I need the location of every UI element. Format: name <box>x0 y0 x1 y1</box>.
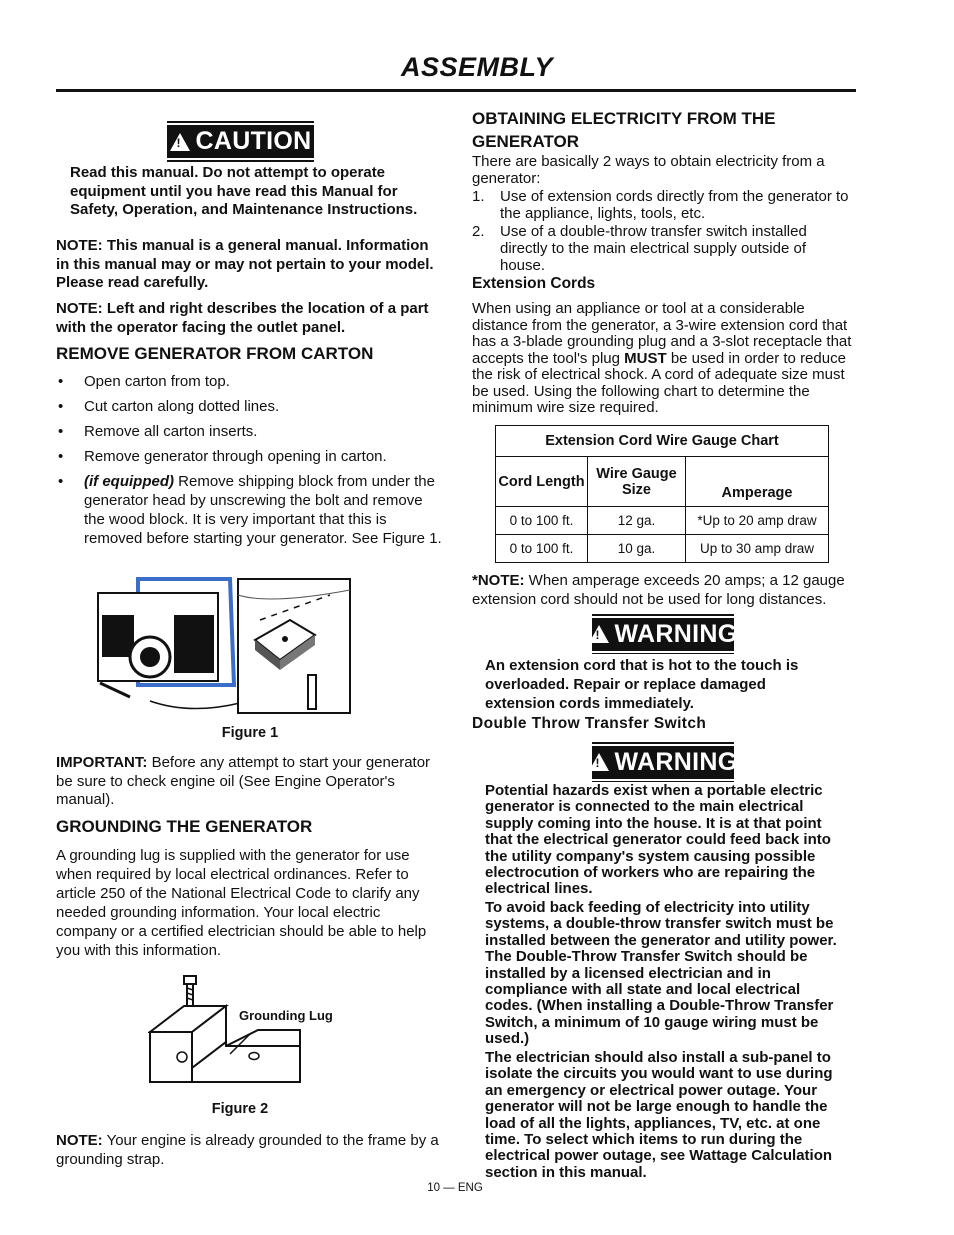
warning-transfer-p3: The electrician should also install a sub-panel to isolate the circuits you would want to use during an emergency or electrical power outage. Your generator will not be large enough to handle the load of all the lights, appliances, TV, etc. at one time. To select which items to run during the electrical power outage, see Wattage Calculation section in this manual. <box>485 1049 833 1181</box>
grounding-lug-label: Grounding Lug <box>239 1008 333 1023</box>
table-header-row <box>496 457 829 507</box>
page-number: 10 — ENG <box>427 1182 483 1194</box>
table-cell: *Up to 20 amp draw <box>686 507 829 535</box>
caution-badge: ! CAUTION <box>167 121 314 162</box>
amperage-note: *NOTE: When amperage exceeds 20 amps; a 12 gauge extension cord should not be used for long distances. <box>472 572 845 608</box>
caution-text: Read this manual. Do not attempt to operate equipment until you have read this Manual for Safety, Operation, and Maintenance Instructions. <box>70 164 418 218</box>
list-item: 2. Use of a double-throw transfer switch installed directly to the main electrical supply outside of house. <box>472 223 807 274</box>
obtain-heading: OBTAINING ELECTRICITY FROM THE GENERATOR <box>472 109 776 151</box>
column-header: Wire Gauge Size <box>588 457 686 507</box>
warning-triangle-icon <box>589 753 609 771</box>
obtain-intro: There are basically 2 ways to obtain electricity from a generator: <box>472 153 825 187</box>
list-item: • Cut carton along dotted lines. <box>56 397 446 416</box>
table-row <box>496 535 829 563</box>
list-item: 1. Use of extension cords directly from the generator to the appliance, lights, tools, etc. <box>472 188 849 222</box>
table-title: Extension Cord Wire Gauge Chart <box>496 426 829 457</box>
warning-transfer-p1: Potential hazards exist when a portable electric generator is connected to the main electrical supply coming into the house. It is at that point that the electrical generator could feed back into the utility company's system causing possible electrocution of workers who are repairing the electrical lines. <box>485 782 831 898</box>
note-left-right: NOTE: Left and right describes the location of a part with the operator facing the outlet panel. <box>56 300 429 336</box>
warning-badge: ! WARNING <box>592 614 734 654</box>
warning-transfer-p2: To avoid back feeding of electricity into utility systems, a double-throw transfer switch must be installed between the generator and utility power. The Double-Throw Transfer Switch should be installed by a licensed electrician and in compliance with all state and local electrical codes. (When installing a Double-Throw Transfer Switch, a minimum of 10 gauge wiring must be used.) <box>485 899 837 1048</box>
extension-cords-text: When using an appliance or tool at a considerable distance from the generator, a 3-wire extension cord that has a 3-blade grounding plug and a 3-slot receptacle that accepts the tool's plug MUST be used in order to reduce the risk of electrical shock. A cord of adequate size must be used. Using the following chart to determine the minimum wire size required. <box>472 300 852 416</box>
table-cell: 12 ga. <box>588 507 686 535</box>
table-cell: 0 to 100 ft. <box>496 507 588 535</box>
column-header: Amperage <box>686 457 829 507</box>
list-item: • Remove all carton inserts. <box>56 422 446 441</box>
grounding-text: A grounding lug is supplied with the generator for use when required by local electrical ordinances. Refer to article 250 of the National Electrical Code to clarify any needed grounding information. Your local electric company or a certified electrician should be able to help you with this information. <box>56 847 427 959</box>
warning-badge: ! WARNING <box>592 742 734 782</box>
wire-gauge-table <box>495 425 829 563</box>
ground-strap-note: NOTE: Your engine is already grounded to the frame by a grounding strap. <box>56 1132 439 1168</box>
page-title: ASSEMBLY <box>400 52 553 82</box>
double-throw-heading: Double Throw Transfer Switch <box>472 715 707 732</box>
grounding-heading: GROUNDING THE GENERATOR <box>56 817 313 836</box>
important-note: IMPORTANT: Before any attempt to start your generator be sure to check engine oil (See Engine Operator's manual). <box>56 754 431 808</box>
warning-triangle-icon <box>589 625 609 643</box>
table-cell: 0 to 100 ft. <box>496 535 588 563</box>
table-cell: Up to 30 amp draw <box>686 535 829 563</box>
remove-steps <box>56 372 446 554</box>
table-row <box>496 507 829 535</box>
list-item: • Open carton from top. <box>56 372 446 391</box>
figure-2-caption: Figure 2 <box>211 1101 269 1117</box>
obtain-list <box>472 188 854 274</box>
figure-1-caption: Figure 1 <box>221 725 279 741</box>
list-item: • Remove generator through opening in carton. <box>56 447 446 466</box>
table-cell: 10 ga. <box>588 535 686 563</box>
column-header: Cord Length <box>496 457 588 507</box>
title-rule <box>56 89 856 92</box>
warning-triangle-icon <box>170 133 190 151</box>
figure-1-illustration <box>90 575 355 717</box>
warning-extension-text: An extension cord that is hot to the touch is overloaded. Repair or replace damaged extension cords immediately. <box>485 657 799 712</box>
remove-heading: REMOVE GENERATOR FROM CARTON <box>56 344 374 363</box>
figure-2-illustration <box>148 970 308 1090</box>
note-general: NOTE: This manual is a general manual. Information in this manual may or may not pertain to your model. Please read carefully. <box>56 237 434 291</box>
list-item: • (if equipped) Remove shipping block from under the generator head by unscrewing the bolt and remove the wood block. It is very important that this is removed before starting your generator. See Figure 1. <box>56 472 446 548</box>
extension-cords-heading: Extension Cords <box>472 275 596 292</box>
